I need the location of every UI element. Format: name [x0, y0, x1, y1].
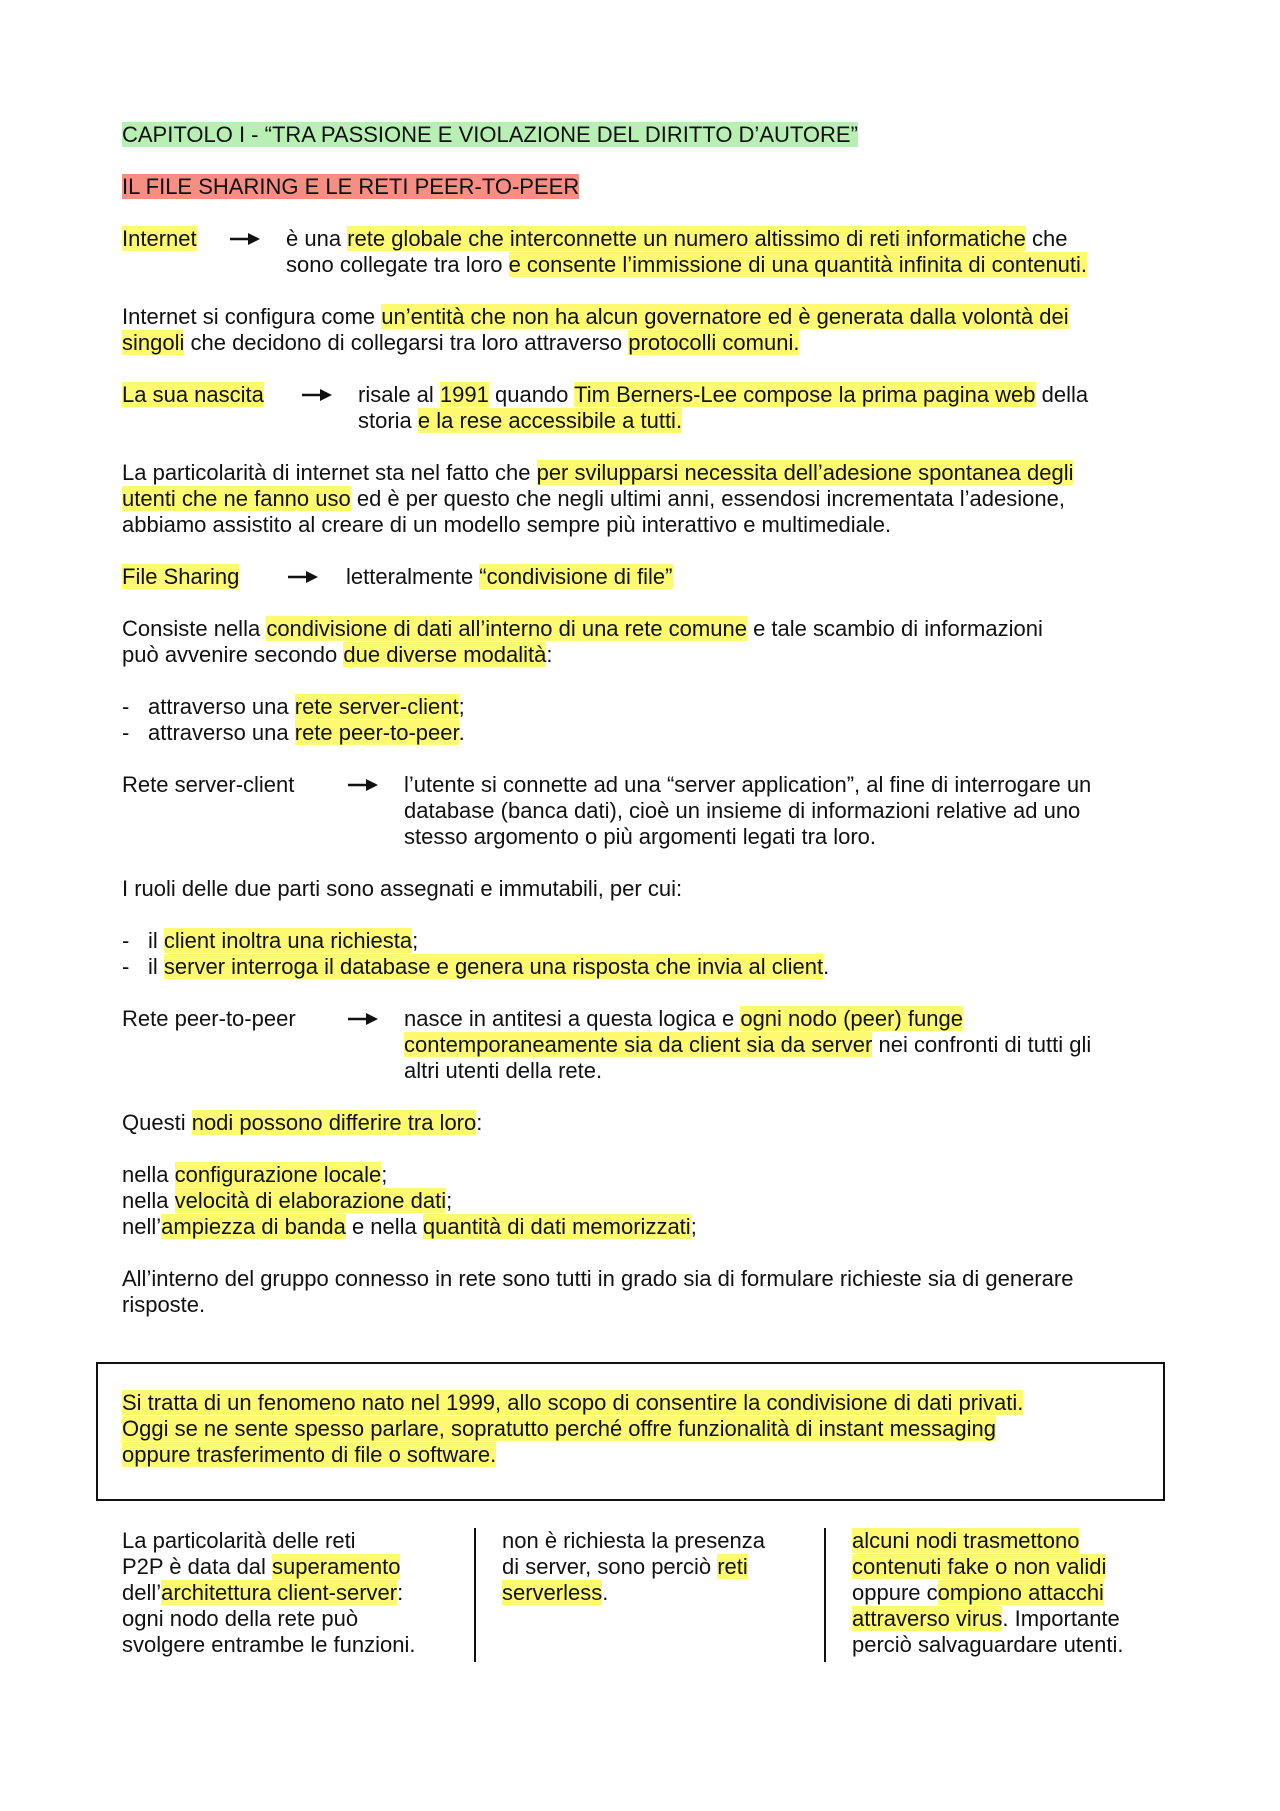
list-item: nell’ampiezza di banda e nella quantità di dati memorizzati; — [122, 1214, 697, 1239]
filesharing-definition-text: letteralmente “condivisione di file” — [346, 564, 673, 589]
chapter-heading: CAPITOLO I - “TRA PASSIONE E VIOLAZIONE DEL DIRITTO D’AUTORE” — [122, 122, 858, 147]
p2p-definition-text: nasce in antitesi a questa logica e ogni nodo (peer) funge contemporaneamente sia da client sia da server nei confronti di tutti gli altri utenti della rete. — [404, 1006, 1092, 1083]
arrow-right-icon — [286, 564, 320, 590]
paragraph-nodi: Questi nodi possono differire tra loro: — [122, 1110, 483, 1135]
section-heading: IL FILE SHARING E LE RETI PEER-TO-PEER — [122, 174, 580, 199]
term-nascita: La sua nascita — [122, 382, 264, 407]
column-3: alcuni nodi trasmettono contenuti fake o non validi oppure compiono attacchi attraverso virus. Importante perciò salvaguardare utenti. — [852, 1528, 1124, 1657]
arrow-right-icon — [300, 382, 334, 408]
list-modalita — [122, 694, 465, 746]
term-filesharing: File Sharing — [122, 564, 240, 589]
arrow-right-icon — [346, 1006, 380, 1032]
nascita-definition-text: risale al 1991 quando Tim Berners-Lee compose la prima pagina web della storia e la rese accessibile a tutti. — [358, 382, 1089, 433]
column-divider — [824, 1528, 826, 1662]
column-2: non è richiesta la presenza di server, sono perciò reti serverless. — [502, 1528, 765, 1605]
list-item: nella velocità di elaborazione dati; — [122, 1188, 453, 1213]
list-item: - il client inoltra una richiesta; — [122, 928, 419, 953]
arrow-right-icon — [346, 772, 380, 798]
term-internet: Internet — [122, 226, 197, 251]
list-item: - attraverso una rete server-client; — [122, 694, 465, 719]
list-item: - il server interroga il database e genera una risposta che invia al client. — [122, 954, 830, 979]
paragraph-particolarita: La particolarità di internet sta nel fatto che per svilupparsi necessita dell’adesione spontanea degli utenti che ne fanno uso ed è per questo che negli ultimi anni, essendosi incrementata l’adesione, abbiamo assistito al creare di un modello sempre più interattivo e multimediale. — [122, 460, 1074, 537]
internet-definition-text: è una rete globale che interconnette un numero altissimo di reti informatiche che sono collegate tra loro e consente l’immissione di una quantità infinita di contenuti. — [286, 226, 1088, 277]
column-1: La particolarità delle reti P2P è data dal superamento dell’architettura client-server: ogni nodo della rete può svolgere entrambe le funzioni. — [122, 1528, 416, 1657]
term-serverclient: Rete server-client — [122, 772, 295, 797]
list-item: - attraverso una rete peer-to-peer. — [122, 720, 465, 745]
boxed-note-text: Si tratta di un fenomeno nato nel 1999, allo scopo di consentire la condivisione di dati privati. Oggi se ne sente spesso parlare, sopratutto perché offre funzionalità di instant messaging oppure trasferimento di file o software. — [122, 1390, 1024, 1467]
paragraph-ruoli: I ruoli delle due parti sono assegnati e immutabili, per cui: — [122, 876, 683, 901]
list-ruoli — [122, 928, 829, 980]
paragraph-gruppo: All’interno del gruppo connesso in rete sono tutti in grado sia di formulare richieste sia di generare risposte. — [122, 1266, 1074, 1317]
serverclient-definition-text: l’utente si connette ad una “server application”, al fine di interrogare un database (banca dati), cioè un insieme di informazioni relative ad uno stesso argomento o più argomenti legati tra loro. — [404, 772, 1092, 849]
paragraph-consiste: Consiste nella condivisione di dati all’interno di una rete comune e tale scambio di informazioni può avvenire secondo due diverse modalità: — [122, 616, 1043, 667]
arrow-right-icon — [228, 226, 262, 252]
paragraph-config: Internet si configura come un’entità che non ha alcun governatore ed è generata dalla volontà dei singoli che decidono di collegarsi tra loro attraverso protocolli comuni. — [122, 304, 1069, 355]
list-nodi — [122, 1162, 697, 1240]
column-divider — [474, 1528, 476, 1662]
term-p2p: Rete peer-to-peer — [122, 1006, 296, 1031]
list-item: nella configurazione locale; — [122, 1162, 388, 1187]
